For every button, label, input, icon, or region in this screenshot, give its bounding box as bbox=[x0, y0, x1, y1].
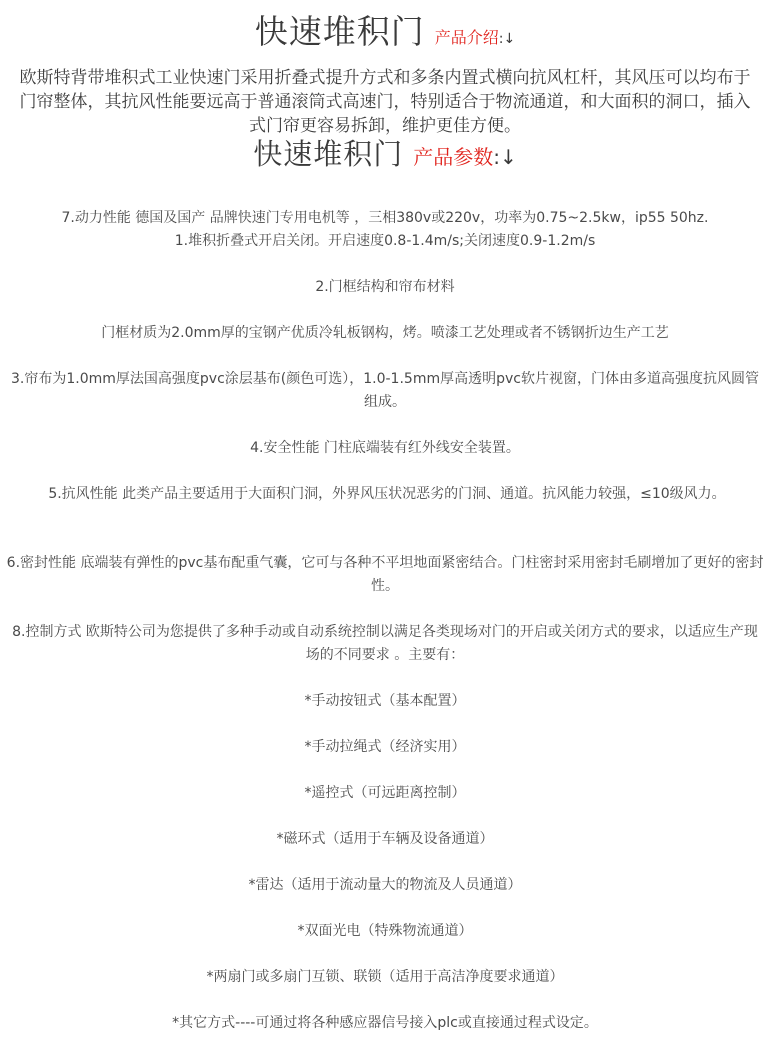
param-frame-heading: 2.门框结构和帘布材料 bbox=[315, 279, 455, 295]
heading-subtitle: 产品参数 bbox=[413, 145, 494, 169]
down-arrow-icon: :↓ bbox=[493, 145, 517, 169]
param-safety: 4.安全性能 门柱底端装有红外线安全装置。 bbox=[250, 440, 520, 456]
control-option: *其它方式----可通过将各种感应器信号接入plc或直接通过程式设定。 bbox=[172, 1015, 598, 1031]
heading-subtitle: 产品介绍 bbox=[434, 28, 499, 47]
param-power: 7.动力性能 德国及国产 品牌快速门专用电机等 ，三相380v或220v，功率为0.75~2.5kw，ip55 50hz. bbox=[61, 210, 709, 226]
heading-title: 快速堆积门 bbox=[253, 137, 404, 171]
param-opening-speed: 1.堆积折叠式开启关闭。开启速度0.8-1.4m/s;关闭速度0.9-1.2m/s bbox=[174, 233, 596, 249]
control-option: *磁环式（适用于车辆及设备通道） bbox=[276, 831, 494, 847]
control-option: *双面光电（特殊物流通道） bbox=[297, 923, 473, 939]
section-heading-params bbox=[0, 132, 770, 173]
control-option: *雷达（适用于流动量大的物流及人员通道） bbox=[248, 877, 522, 893]
control-option: *手动按钮式（基本配置） bbox=[304, 693, 466, 709]
control-option: *遥控式（可远距离控制） bbox=[304, 785, 466, 801]
down-arrow-icon: :↓ bbox=[498, 31, 516, 47]
param-sealing: 6.密封性能 底端装有弹性的pvc基布配重气囊，它可与各种不平坦地面紧密结合。门柱密封采用密封毛刷增加了更好的密封性。 bbox=[6, 555, 764, 594]
param-curtain: 3.帘布为1.0mm厚法国高强度pvc涂层基布(颜色可选），1.0-1.5mm厚高透明pvc软片视窗，门体由多道高强度抗风圆管组成。 bbox=[11, 371, 759, 410]
param-control: 8.控制方式 欧斯特公司为您提供了多种手动或自动系统控制以满足各类现场对门的开启或关闭方式的要求，以适应生产现场的不同要求 。主要有： bbox=[12, 624, 758, 663]
control-option: *两扇门或多扇门互锁、联锁（适用于高洁净度要求通道） bbox=[206, 969, 564, 985]
param-wind-resistance: 5.抗风性能 此类产品主要适用于大面积门洞，外界风压状况恶劣的门洞、通道。抗风能力较强，≤10级风力。 bbox=[48, 486, 726, 502]
heading-title: 快速堆积门 bbox=[254, 12, 425, 51]
control-option: *手动拉绳式（经济实用） bbox=[304, 739, 466, 755]
param-frame-material: 门框材质为2.0mm厚的宝钢产优质冷轧板钢构，烤。喷漆工艺处理或者不锈钢折边生产工艺 bbox=[101, 325, 669, 341]
intro-paragraph: 欧斯特背带堆积式工业快速门采用折叠式提升方式和多条内置式横向抗风杠杆，其风压可以均布于门帘整体，其抗风性能要远高于普通滚筒式高速门，特别适合于物流通道，和大面积的洞口，插入式门帘更容易拆卸，维护更佳方便。 bbox=[19, 68, 751, 136]
section-heading-intro bbox=[0, 6, 770, 53]
